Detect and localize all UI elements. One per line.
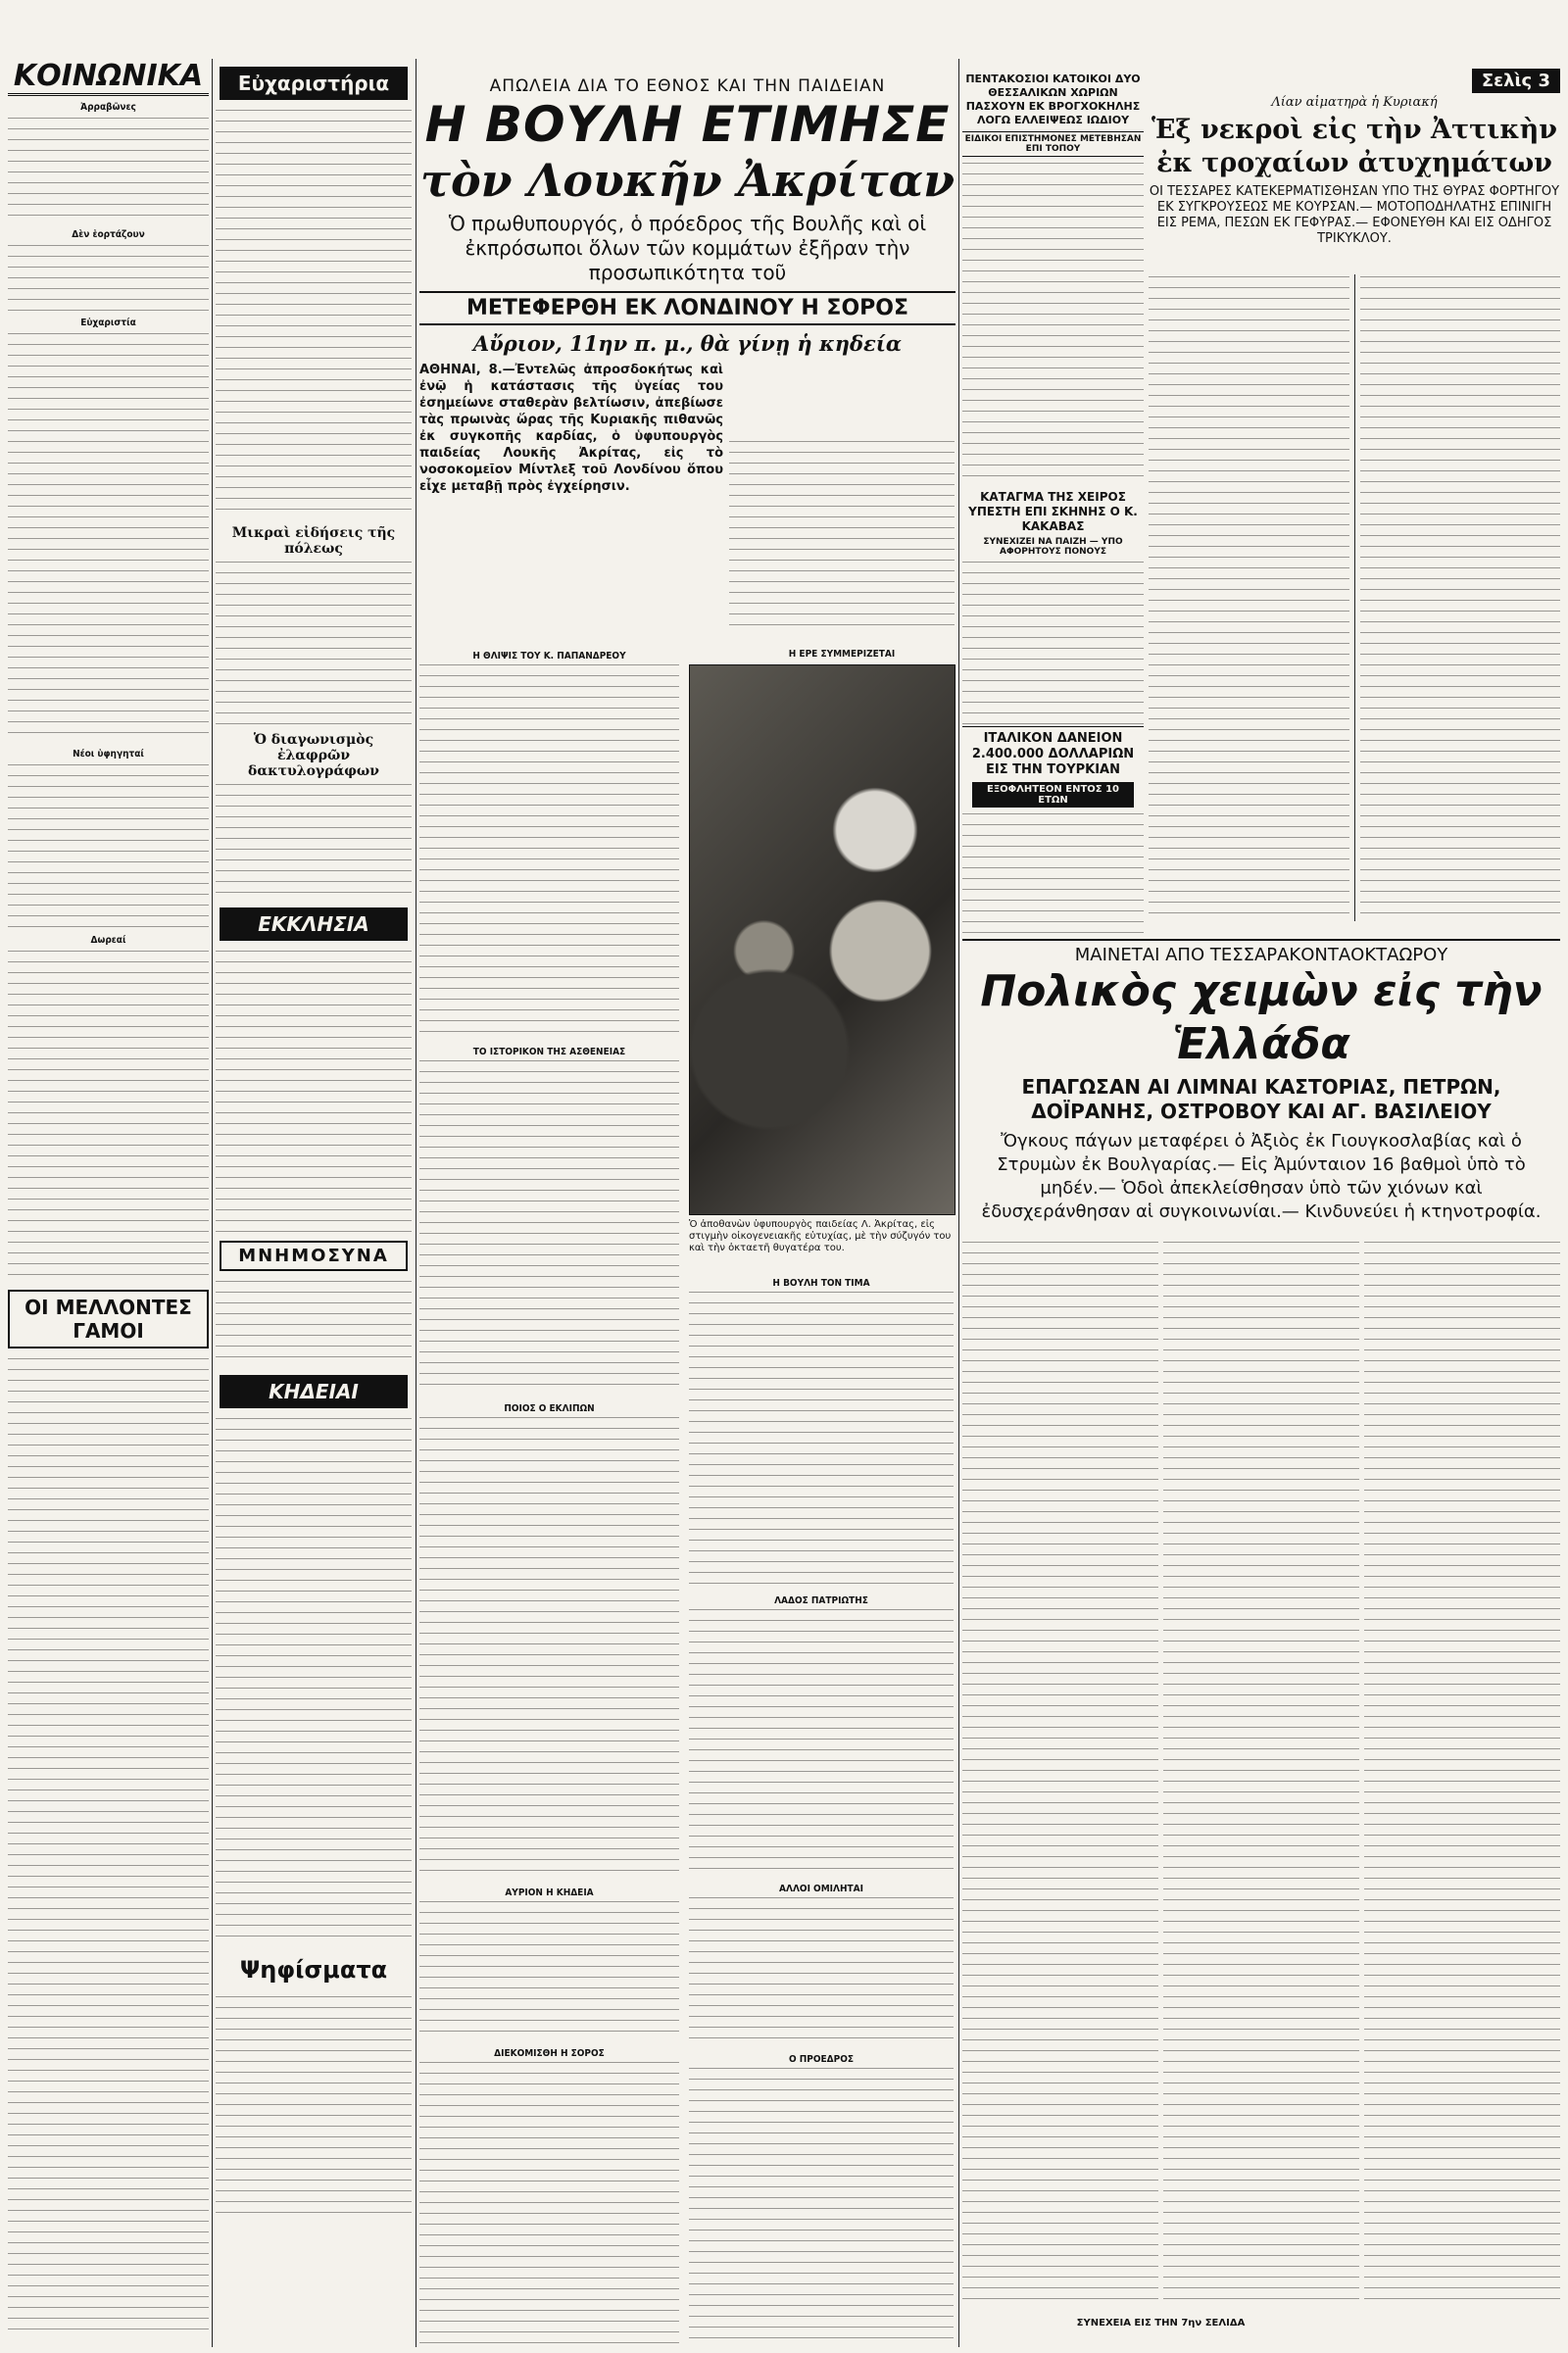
column-rule [1354,274,1355,921]
resolutions-header: Ψηφίσματα [239,1956,388,1984]
winter-story [962,939,1560,2349]
papandreou-text [419,662,679,1035]
donations-text [8,949,209,1282]
section-thanks: Εὐχαριστία [80,318,136,328]
funeral-text [419,1899,679,2036]
section-donations: Δωρεαί [90,935,126,946]
section-engagements: Ἀρραβῶνες [80,102,136,113]
main-headline: Η ΒΟΥΛΗ ΕΤΙΜΗΣΕ [424,96,951,153]
kakavas-sub: ΣΥΝΕΧΙΖΕΙ ΝΑ ΠΑΙΖΗ — ΥΠΟ ΑΦΟΡΗΤΟΥΣ ΠΟΝΟΥΣ [983,537,1123,557]
funerals-text [216,1416,412,1945]
loan-headline: ΙΤΑΛΙΚΟΝ ΔΑΝΕΙΟΝ 2.400.000 ΔΟΛΛΑΡΙΩΝ ΕΙΣ ΤΗΝ ΤΟΥΡΚΙΑΝ [962,726,1144,778]
engagements-text [8,116,209,223]
president-text [689,2066,954,2344]
who-text [419,1415,679,1876]
notices-column [216,59,412,2347]
section-coffin: ΔΙΕΚΟΜΙΣΘΗ Η ΣΟΡΟΣ [494,2048,605,2059]
weddings-title: ΟΙ ΜΕΛΛΟΝΤΕΣ ΓΑΜΟΙ [8,1290,209,1348]
illness-text [419,1058,679,1392]
funerals-header: ΚΗΔΕΙΑΙ [220,1375,408,1408]
winter-headline: Πολικὸς χειμὼν εἰς τὴν Ἑλλάδα [980,966,1543,1069]
kakavas-headline: ΚΑΤΑΓΜΑ ΤΗΣ ΧΕΙΡΟΣ ΥΠΕΣΤΗ ΕΠΙ ΣΚΗΝΗΣ Ο Κ. ΚΑΚΑΒΑΣ [968,490,1138,533]
thanks-text [8,331,209,743]
traffic-text-right [1360,274,1560,921]
section-president: Ο ΠΡΟΕΔΡΟΣ [788,2054,855,2065]
winter-deck: ΕΠΑΓΩΣΑΝ ΑΙ ΛΙΜΝΑΙ ΚΑΣΤΟΡΙΑΣ, ΠΕΤΡΩΝ, ΔΟΪΡΑΝΗΣ, ΟΣΤΡΟΒΟΥ ΚΑΙ ΑΓ. ΒΑΣΙΛΕΙΟΥ [1021,1075,1501,1123]
parliament-text [689,1290,954,1584]
winter-lead: Ὄγκους πάγων μεταφέρει ὁ Ἀξιὸς ἐκ Γιουγκοσλαβίας καὶ ὁ Στρυμὼν ἐκ Βουλγαρίας.— Εἰς Ἀμύνταιον 16 βαθμοὶ ὑπὸ τὸ μηδέν.— Ὁδοὶ ἀπεκλείσθησαν ὑπὸ τῶν χιόνων καὶ ἐδυσχεράνθησαν αἱ συγκοινωνίαι.— Κινδυνεύει ἡ κτηνοτροφία. [981,1131,1542,1222]
winter-text-right [1364,1240,1560,2308]
new-lecturers-text [8,762,209,929]
main-lead: ΑΘΗΝΑΙ, 8.—Ἐντελῶς ἀπροσδοκήτως καὶ ἐνῷ ἡ κατάστασις τῆς ὑγείας του ἐσημείωνε σταθερὰν βελτίωσιν, ἀπεβίωσε τὰς πρωινὰς ὥρας τῆς Κυριακῆς πιθανῶς ἐκ συγκοπῆς καρδίας, ὁ ὑφυπουργὸς παιδείας Λουκῆς Ἀκρίτας, εἰς τὸ νοσοκομεῖον Μίντλεξ τοῦ Λονδίνου ὅπου εἶχε μεταβῇ πρὸς ἐγχείρησιν. [419,363,723,494]
traffic-text-left [1149,274,1349,921]
section-ere: Η ΕΡΕ ΣΥΜΜΕΡΙΖΕΤΑΙ [788,649,896,660]
main-deck: Ὁ πρωθυπουργός, ὁ πρόεδρος τῆς Βουλῆς καὶ οἱ ἐκπρόσωποι ὅλων τῶν κομμάτων ἐξῆραν τὴν προσωπικότητα τοῦ [448,212,927,284]
church-header: ΕΚΚΛΗΣΙΑ [220,907,408,941]
winter-text-mid [1163,1240,1359,2308]
section-illness: ΤΟ ΙΣΤΟΡΙΚΟΝ ΤΗΣ ΑΣΘΕΝΕΙΑΣ [472,1047,626,1057]
thessaly-kicker: ΠΕΝΤΑΚΟΣΙΟΙ ΚΑΤΟΙΚΟΙ ΔΥΟ ΘΕΣΣΑΛΙΚΩΝ ΧΩΡΙΩΝ ΠΑΣΧΟΥΝ ΕΚ ΒΡΟΓΧΟΚΗΛΗΣ ΛΟΓΩ ΕΛΛΕΙΨΕΩΣ ΙΩΔΙΟΥ [965,73,1141,126]
speakers-text [689,1895,954,2042]
patriot-text [689,1607,954,1872]
page-badge: Σελὶς 3 [1472,69,1560,93]
section-not-celebrating: Δὲν ἑορτάζουν [72,229,145,240]
social-column [8,59,209,2347]
loan-text [962,811,1144,935]
resolutions-text [216,1994,412,2220]
main-story [419,76,956,2347]
traffic-headline: Ἑξ νεκροὶ εἰς τὴν Ἀττικὴν ἐκ τροχαίων ἀτυχημάτων [1152,115,1557,178]
thessaly-sub: ΕΙΔΙΚΟΙ ΕΠΙΣΤΗΜΟΝΕΣ ΜΕΤΕΒΗΣΑΝ ΕΠΙ ΤΟΠΟΥ [962,131,1144,157]
section-funeral: ΑΥΡΙΟΝ Η ΚΗΔΕΙΑ [505,1887,594,1898]
social-title: ΚΟΙΝΩΝΙΚΑ [8,59,209,96]
traffic-deck: ΟΙ ΤΕΣΣΑΡΕΣ ΚΑΤΕΚΕΡΜΑΤΙΣΘΗΣΑΝ ΥΠΟ ΤΗΣ ΘΥΡΑΣ ΦΟΡΤΗΓΟΥ ΕΚ ΣΥΓΚΡΟΥΣΕΩΣ ΜΕ ΚΟΥΡΣΑΝ.— ΜΟΤΟΠΟΔΗΛΑΤΗΣ ΕΠΙΝΙΓΗ ΕΙΣ ΡΕΜΑ, ΠΕΣΩΝ ΕΚ ΓΕΦΥΡΑΣ.— ΕΦΟΝΕΥΘΗ ΚΑΙ ΕΙΣ ΟΔΗΓΟΣ ΤΡΙΚΥΚΛΟΥ. [1149,184,1560,246]
loan-sub: ΕΞΟΦΛΗΤΕΟΝ ΕΝΤΟΣ 10 ΕΤΩΝ [972,782,1134,808]
traffic-kicker: Λίαν αἱματηρὰ ἡ Κυριακή [1271,95,1438,110]
city-news-header: Μικραὶ εἰδήσεις τῆς πόλεως [231,525,396,557]
thanks-header: Εὐχαριστήρια [220,67,408,100]
winter-kicker: ΜΑΙΝΕΤΑΙ ΑΠΟ ΤΕΣΣΑΡΑΚΟΝΤΑΟΚΤΑΩΡΟΥ [1074,945,1448,965]
winter-footer: ΣΥΝΕΧΕΙΑ ΕΙΣ ΤΗΝ 7ην ΣΕΛΙΔΑ [1076,2318,1246,2328]
city-news-text [216,560,412,726]
section-new-lecturers: Νέοι ὑφηγηταί [73,749,144,760]
column-rule [212,59,213,2347]
kakavas-text [962,560,1144,726]
section-speakers: ΑΛΛΟΙ ΟΜΙΛΗΤΑΙ [779,1884,863,1894]
winter-text-left [962,1240,1158,2308]
main-when: Αὔριον, 11ην π. μ., θὰ γίνῃ ἡ κηδεία [472,331,903,356]
thessaly-story [962,73,1144,935]
section-papandreou: Η ΘΛΙΨΙΣ ΤΟΥ Κ. ΠΑΠΑΝΔΡΕΟΥ [472,651,626,662]
typist-contest-text [216,782,412,900]
main-headline-name: τὸν Λουκῆν Ἀκρίταν [420,154,955,207]
weddings-text [8,1356,209,2336]
main-kicker: ΑΠΩΛΕΙΑ ΔΙΑ ΤΟ ΕΘΝΟΣ ΚΑΙ ΤΗΝ ΠΑΙΔΕΙΑΝ [489,76,886,96]
typist-contest-header: Ὁ διαγωνισμὸς ἐλαφρῶν δακτυλογράφων [248,732,379,779]
section-patriot: ΛΑΔΟΣ ΠΑΤΡΙΩΤΗΣ [774,1595,868,1606]
not-celebrating-text [8,243,209,312]
church-text [216,949,412,1233]
coffin-text [419,2060,679,2344]
section-who: ΠΟΙΟΣ Ο ΕΚΛΙΠΩΝ [504,1403,595,1414]
thessaly-text [962,161,1144,484]
section-parliament: Η ΒΟΥΛΗ ΤΟΝ ΤΙΜΑ [772,1278,870,1289]
lead-right-text [729,439,955,630]
column-rule [958,59,959,2347]
memorials-text [216,1279,412,1367]
akritas-family-photo [689,664,956,1215]
memorials-header: ΜΝΗΜΟΣΥΝΑ [220,1241,408,1271]
traffic-story [1149,69,1560,931]
thanks-notices [216,108,412,519]
main-bar: ΜΕΤΕΦΕΡΘΗ ΕΚ ΛΟΝΔΙΝΟΥ Η ΣΟΡΟΣ [419,291,956,325]
photo-caption: Ὁ ἀποθανὼν ὑφυπουργὸς παιδείας Λ. Ἀκρίτας, εἰς στιγμὴν οἰκογενειακῆς εὐτυχίας, μὲ τὴν σύζυγόν του καὶ τὴν ὀκταετῆ θυγατέρα του. [689,1219,952,1253]
